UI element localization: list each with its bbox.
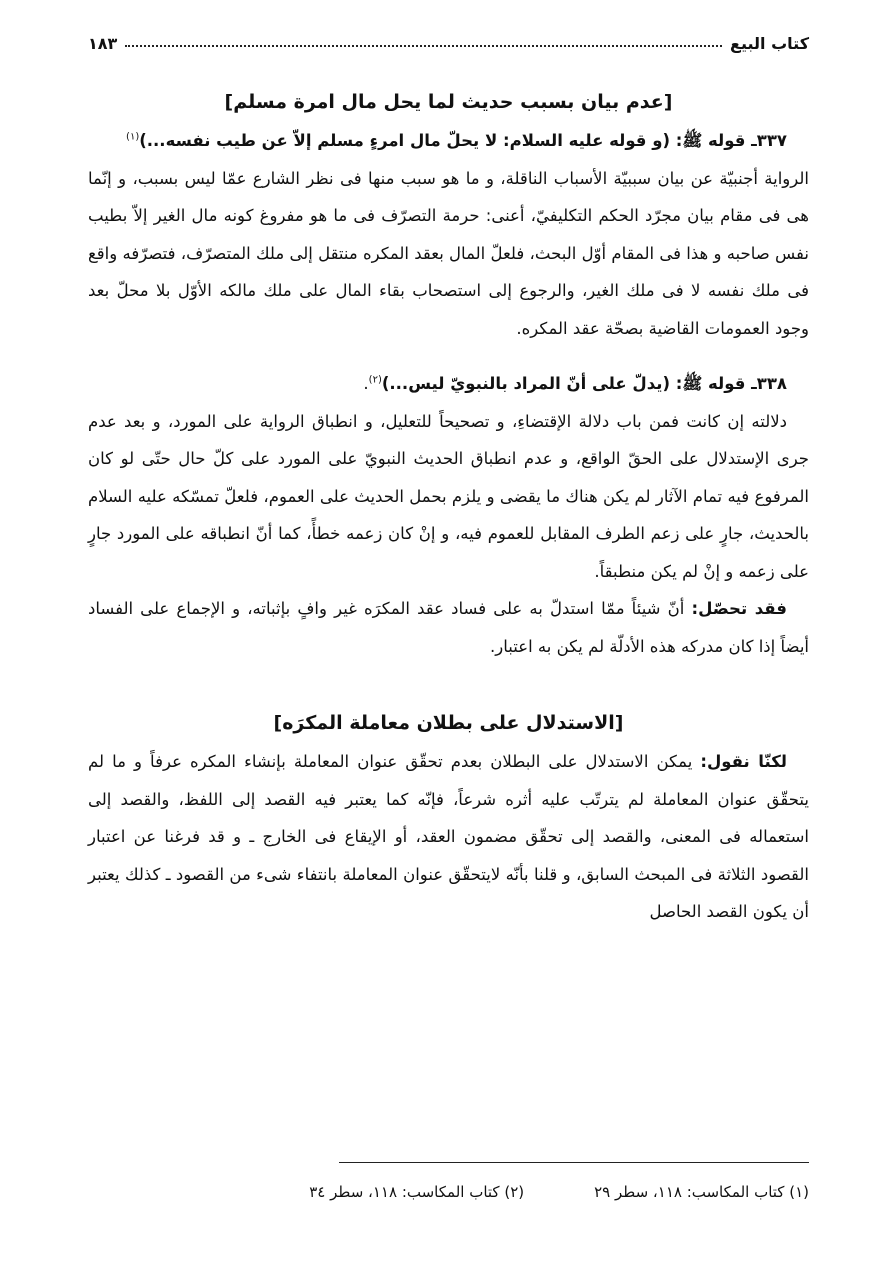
footnote-2: (٢) كتاب المكاسب: ١١٨، سطر ٣٤ xyxy=(309,1183,525,1201)
spacer xyxy=(88,665,809,703)
commentary-338-number: ٣٣٨ـ قوله ﷺ: xyxy=(675,374,787,393)
commentary-337-quote: (و قوله عليه السلام: لا يحلّ مال امرءٍ مسلم إلاّ عن طيب نفسه...) xyxy=(139,131,676,150)
footnote-separator xyxy=(339,1162,809,1163)
conclusion-text: أنّ شيئاً ممّا استدلّ به على فساد عقد المكرَه غير وافٍ بإثباته، و الإجماع على الفساد أيضاً إذا كان مدركه هذه الأدلّة لم يكن به اعتبار. xyxy=(88,599,809,656)
footnotes xyxy=(160,1180,809,1204)
section-heading-1: [عدم بيان بسبب حديث لما يحل مال امرة مسلم] xyxy=(224,91,673,113)
commentary-338-body: دلالته إن كانت فمن باب دلالة الإقتضاءِ، و تصحيحاً للتعليل، و انطباق الرواية على المورد، و بعد عدم جرى الإستدلال على الحقّ الواقع، و عدم انطباق الحديث النبويّ على المورد على كلّ حال حتّى لو كان المرفوع فيه تمام الآثار لم يكن هناك ما يقضى و يلزم بحمل الحديث على العموم، فلعلّ تمسّكه عليه السلام بالحديث، جارٍ على زعم الطرف المقابل للعموم فيه، و إنْ كان زعمه خطأً، كما أنّ انطباقه على المورد جارٍ على زعمه و إنْ لم يكن منطبقاً. xyxy=(88,411,809,581)
header-dot-leader xyxy=(125,45,722,47)
running-header xyxy=(88,30,809,56)
commentary-337-body: الرواية أجنبيّة عن بيان سببيّة الأسباب الناقلة، و ما هو سبب منها فى نظر الشارع عمّا ليس بسبب، و إنّما هى فى مقام بيان مجرّد الحكم التكليفيّ، أعنى: حرمة التصرّف فى ما هو مفروغ كونه مال الغير إلاّ بطيب نفس صاحبه و هذا فى المقام أوّل البحث، فلعلّ المال بعقد المكره منتقل إلى ملك المتصرّف، فتصرّفه واقع فى ملك نفسه لا فى ملك الغير، والرجوع إلى استصحاب بقاء المال على ملك مالكه الأوّل بلا محلّ بعد وجود العمومات القاضية بصحّة عقد المكره. xyxy=(88,168,809,338)
page-body xyxy=(88,82,809,931)
footnote-ref-1: (١) xyxy=(126,131,140,143)
spacer xyxy=(88,347,809,365)
commentary-338-quote: (يدلّ على أنّ المراد بالنبويّ ليس...) xyxy=(381,374,676,393)
book-title: كتاب البيع xyxy=(730,33,809,53)
conclusion-paragraph xyxy=(88,590,809,665)
argument-paragraph xyxy=(88,743,809,931)
page-number: ١٨٣ xyxy=(88,33,118,53)
argument-lead: لكنّا نقول: xyxy=(700,752,787,771)
commentary-338-title xyxy=(88,365,809,403)
commentary-337-number: ٣٣٧ـ قوله ﷺ: xyxy=(675,131,787,150)
footnote-1: (١) كتاب المكاسب: ١١٨، سطر ٢٩ xyxy=(594,1183,809,1201)
section-heading-2: [الاستدلال على بطلان معاملة المكرَه] xyxy=(273,712,624,734)
argument-text: يمكن الاستدلال على البطلان بعدم تحقّق عنوان المعاملة بإنشاء المكره عرفاً و ما لم يتحقّق عنوان المعاملة لم يترتّب عليه أثره شرعاً، فإنّه كما يعتبر فيه القصد إلى اللفظ، والقصد إلى استعماله فى المعنى، والقصد إلى تحقّق مضمون العقد، أو الإيقاع فى الخارج ـ و قد فرغنا عن اعتبار القصود الثلاثة فى المبحث السابق، و قلنا بأنّه لايتحقّق عنوان المعاملة بانتفاء شىء من القصود ـ كذلك يعتبر أن يكون القصد الحاصل xyxy=(88,752,809,921)
commentary-337-title xyxy=(88,122,809,160)
commentary-338-dot: . xyxy=(363,374,369,393)
footnote-ref-2: (٢) xyxy=(368,374,382,386)
conclusion-lead: فقد تحصّل: xyxy=(691,599,787,618)
